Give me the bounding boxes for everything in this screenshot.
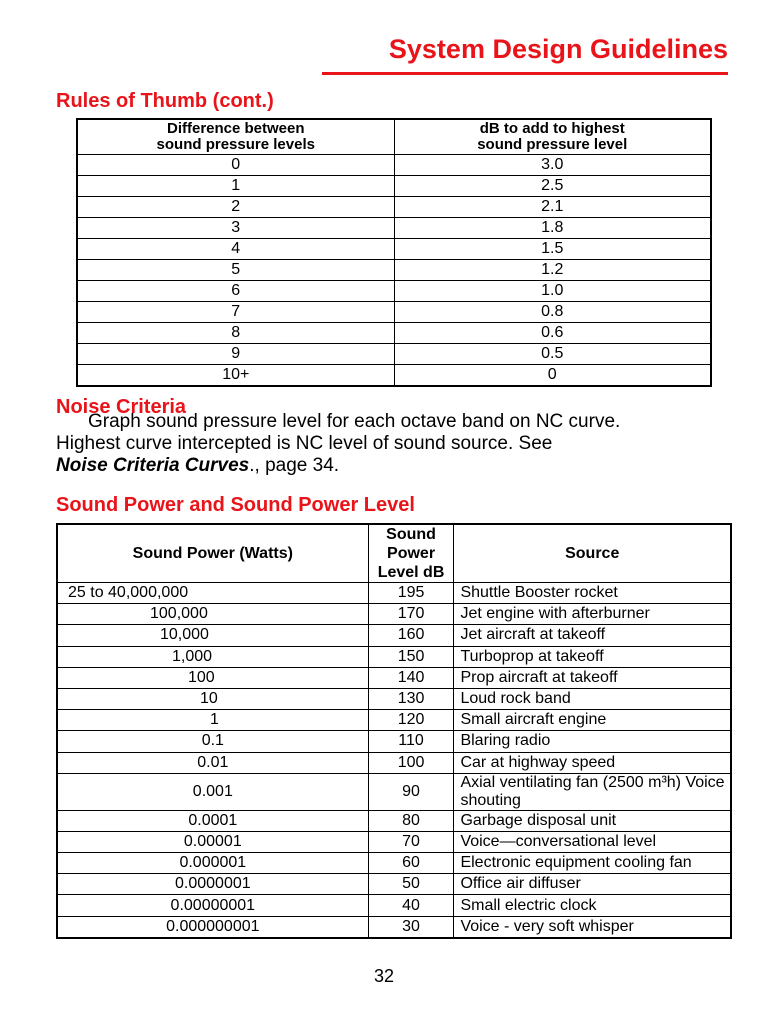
source-cell: Office air diffuser — [454, 874, 731, 895]
source-cell: Voice - very soft whisper — [454, 916, 731, 938]
page-title: System Design Guidelines — [388, 34, 728, 64]
table-row — [57, 916, 731, 938]
db-to-add-cell: 1.0 — [394, 281, 711, 302]
watts-cell: 100,000 — [57, 604, 368, 625]
table-row — [77, 344, 711, 365]
db-to-add-cell: 0.6 — [394, 323, 711, 344]
source-cell: Blaring radio — [454, 731, 731, 752]
rules-heading: Rules of Thumb (cont.) — [56, 90, 274, 112]
table-row — [57, 604, 731, 625]
source-cell: Jet engine with afterburner — [454, 604, 731, 625]
watts-cell: 0.00000001 — [57, 895, 368, 916]
source-cell: Shuttle Booster rocket — [454, 583, 731, 604]
rules-col-db-header — [394, 119, 711, 155]
table-row — [57, 752, 731, 773]
table-row — [57, 688, 731, 709]
table-row — [57, 810, 731, 831]
watts-cell: 0.000000001 — [57, 916, 368, 938]
source-cell: Garbage disposal unit — [454, 810, 731, 831]
watts-cell: 0.01 — [57, 752, 368, 773]
source-cell: Turboprop at takeoff — [454, 646, 731, 667]
source-cell: Jet aircraft at takeoff — [454, 625, 731, 646]
watts-cell: 25 to 40,000,000 — [57, 583, 368, 604]
watts-cell: 100 — [57, 667, 368, 688]
watts-cell: 0.001 — [57, 773, 368, 810]
source-cell: Loud rock band — [454, 688, 731, 709]
rules-col1-line2: sound pressure levels — [156, 136, 315, 153]
level-difference-cell: 9 — [77, 344, 394, 365]
level-db-cell: 140 — [368, 667, 454, 688]
level-db-cell: 150 — [368, 646, 454, 667]
level-db-cell: 170 — [368, 604, 454, 625]
power-col-level-header — [368, 524, 454, 583]
table-row — [57, 646, 731, 667]
noise-line-3 — [56, 455, 746, 477]
level-db-cell: 100 — [368, 752, 454, 773]
sound-power-heading: Sound Power and Sound Power Level — [56, 494, 415, 516]
table-row — [77, 155, 711, 176]
table-row — [57, 583, 731, 604]
watts-cell: 0.0000001 — [57, 874, 368, 895]
source-cell: Axial ventilating fan (2500 m³h) Voice shouting — [454, 773, 731, 810]
table-row — [77, 281, 711, 302]
level-difference-cell: 5 — [77, 260, 394, 281]
table-row — [77, 239, 711, 260]
table-row — [77, 176, 711, 197]
rules-col2-line2: sound pressure level — [477, 136, 628, 153]
power-col2-line3: Level dB — [377, 564, 445, 581]
rules-col1-line1: Difference between — [166, 120, 305, 137]
watts-cell: 1 — [57, 710, 368, 731]
table-row — [57, 667, 731, 688]
level-db-cell: 160 — [368, 625, 454, 646]
level-difference-cell: 7 — [77, 302, 394, 323]
power-col-source-header: Source — [454, 524, 731, 583]
level-db-cell: 40 — [368, 895, 454, 916]
db-to-add-cell: 2.1 — [394, 197, 711, 218]
level-difference-cell: 10+ — [77, 365, 394, 387]
watts-cell: 0.0001 — [57, 810, 368, 831]
db-to-add-cell: 1.5 — [394, 239, 711, 260]
noise-reference-title: Noise Criteria Curves — [56, 455, 250, 476]
noise-reference-page: ., page 34. — [249, 455, 340, 476]
watts-cell: 0.00001 — [57, 831, 368, 852]
table-row — [57, 874, 731, 895]
table-row — [77, 323, 711, 344]
power-col-watts-header: Sound Power (Watts) — [57, 524, 368, 583]
rules-col2-line1: dB to add to highest — [479, 120, 625, 137]
table-row — [77, 365, 711, 387]
level-db-cell: 70 — [368, 831, 454, 852]
noise-criteria-text — [56, 411, 746, 477]
watts-cell: 10 — [57, 688, 368, 709]
source-cell: Voice—conversational level — [454, 831, 731, 852]
table-row — [57, 853, 731, 874]
level-db-cell: 195 — [368, 583, 454, 604]
power-col2-line2: Power — [387, 545, 436, 562]
source-cell: Electronic equipment cooling fan — [454, 853, 731, 874]
level-db-cell: 90 — [368, 773, 454, 810]
power-header-row — [57, 524, 731, 583]
db-to-add-cell: 2.5 — [394, 176, 711, 197]
watts-cell: 1,000 — [57, 646, 368, 667]
db-to-add-cell: 1.2 — [394, 260, 711, 281]
db-to-add-cell: 0.8 — [394, 302, 711, 323]
level-difference-cell: 3 — [77, 218, 394, 239]
level-difference-cell: 1 — [77, 176, 394, 197]
db-to-add-cell: 1.8 — [394, 218, 711, 239]
table-row — [57, 831, 731, 852]
level-db-cell: 80 — [368, 810, 454, 831]
level-db-cell: 50 — [368, 874, 454, 895]
rules-table — [76, 118, 712, 387]
power-col2-line1: Sound — [386, 526, 436, 543]
level-difference-cell: 2 — [77, 197, 394, 218]
table-row — [77, 197, 711, 218]
level-db-cell: 60 — [368, 853, 454, 874]
table-row — [57, 731, 731, 752]
table-row — [57, 710, 731, 731]
level-db-cell: 110 — [368, 731, 454, 752]
level-difference-cell: 0 — [77, 155, 394, 176]
noise-criteria-heading: Noise Criteria — [56, 396, 187, 418]
table-row — [57, 625, 731, 646]
db-to-add-cell: 3.0 — [394, 155, 711, 176]
level-difference-cell: 8 — [77, 323, 394, 344]
table-row — [77, 260, 711, 281]
level-db-cell: 120 — [368, 710, 454, 731]
level-db-cell: 30 — [368, 916, 454, 938]
rules-header-row — [77, 119, 711, 155]
noise-line-1: Graph sound pressure level for each octave band on NC curve. — [88, 411, 621, 432]
watts-cell: 0.000001 — [57, 853, 368, 874]
source-cell: Prop aircraft at takeoff — [454, 667, 731, 688]
watts-cell: 0.1 — [57, 731, 368, 752]
sound-power-table — [56, 523, 732, 939]
page-number: 32 — [373, 966, 395, 986]
level-difference-cell: 6 — [77, 281, 394, 302]
table-row — [57, 773, 731, 810]
table-row — [77, 302, 711, 323]
db-to-add-cell: 0.5 — [394, 344, 711, 365]
level-difference-cell: 4 — [77, 239, 394, 260]
source-cell: Small aircraft engine — [454, 710, 731, 731]
table-row — [77, 218, 711, 239]
noise-line-2: Highest curve intercepted is NC level of sound source. See — [56, 433, 553, 454]
title-underline — [322, 72, 728, 75]
rules-col-difference-header — [77, 119, 394, 155]
table-row — [57, 895, 731, 916]
db-to-add-cell: 0 — [394, 365, 711, 387]
level-db-cell: 130 — [368, 688, 454, 709]
source-cell: Small electric clock — [454, 895, 731, 916]
watts-cell: 10,000 — [57, 625, 368, 646]
source-cell: Car at highway speed — [454, 752, 731, 773]
